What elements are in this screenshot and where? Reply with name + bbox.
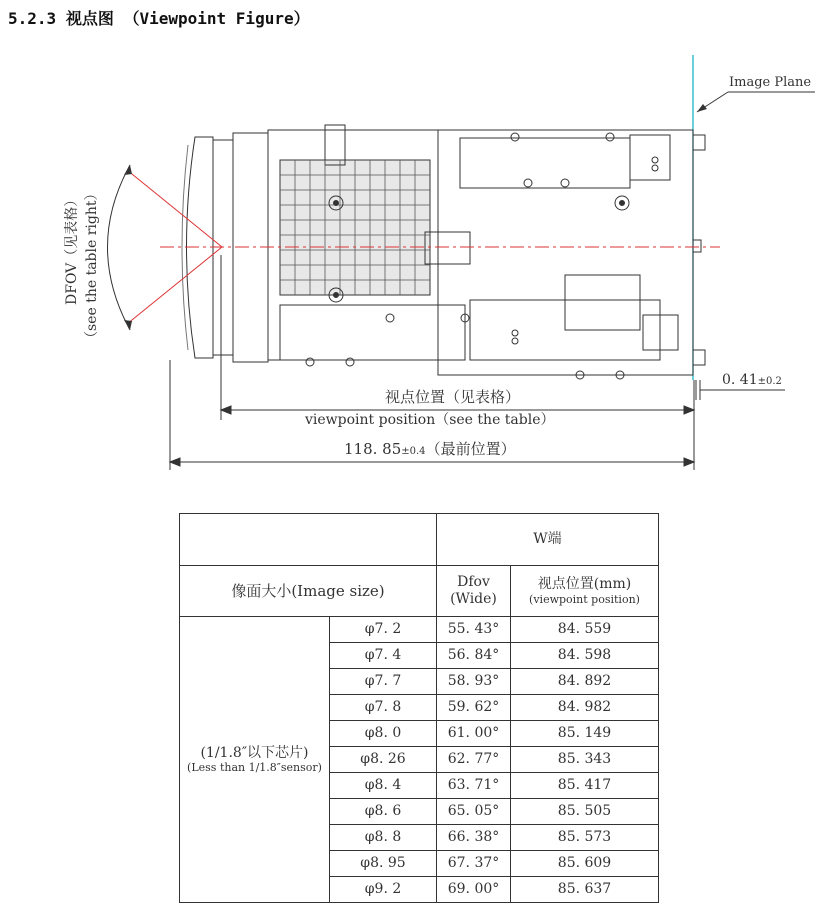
dfov-arc	[108, 165, 131, 330]
pos-cell: 84. 598	[511, 643, 659, 669]
pos-cell: 85. 609	[511, 851, 659, 877]
image-size-header: 像面大小(Image size)	[180, 566, 437, 617]
dfov-cell: 66. 38°	[437, 825, 511, 851]
size-cell: φ7. 8	[330, 695, 437, 721]
size-cell: φ8. 8	[330, 825, 437, 851]
size-cell: φ7. 7	[330, 669, 437, 695]
dfov-cell: 62. 77°	[437, 747, 511, 773]
viewpoint-drawing	[0, 40, 820, 480]
dfov-cell: 61. 00°	[437, 721, 511, 747]
viewpoint-table	[179, 513, 659, 903]
pos-cell: 85. 573	[511, 825, 659, 851]
viewpoint-header: 视点位置(mm) (viewpoint position)	[511, 566, 659, 617]
dfov-header: Dfov (Wide)	[437, 566, 511, 617]
section-title-en: （Viewpoint Figure）	[123, 9, 310, 28]
section-heading	[8, 6, 310, 29]
dfov-cell: 65. 05°	[437, 799, 511, 825]
dfov-label: DFOV（见表格）	[64, 192, 80, 305]
length-label: 118. 85±0.4（最前位置）	[344, 440, 516, 458]
dfov-cell: 69. 00°	[437, 877, 511, 903]
dfov-cell: 67. 37°	[437, 851, 511, 877]
pos-cell: 84. 559	[511, 617, 659, 643]
w-end-header: W端	[437, 514, 659, 566]
table-corner-cell	[180, 514, 437, 566]
viewpoint-label-en: viewpoint position（see the table）	[305, 412, 555, 428]
size-cell: φ8. 95	[330, 851, 437, 877]
dfov-cell: 56. 84°	[437, 643, 511, 669]
size-cell: φ7. 2	[330, 617, 437, 643]
size-cell: φ8. 0	[330, 721, 437, 747]
dfov-cell: 58. 93°	[437, 669, 511, 695]
size-cell: φ7. 4	[330, 643, 437, 669]
size-cell: φ9. 2	[330, 877, 437, 903]
sensor-cell: (1/1.8″以下芯片) (Less than 1/1.8″sensor)	[180, 617, 330, 903]
pos-cell: 84. 892	[511, 669, 659, 695]
size-cell: φ8. 6	[330, 799, 437, 825]
pos-cell: 85. 505	[511, 799, 659, 825]
pos-cell: 85. 149	[511, 721, 659, 747]
image-plane-label: Image Plane	[729, 75, 812, 90]
dfov-lines	[127, 170, 222, 324]
pos-cell: 85. 417	[511, 773, 659, 799]
offset-value: 0. 41±0.2	[722, 372, 782, 388]
lens-body	[182, 125, 705, 375]
section-title-zh: 视点图	[65, 9, 114, 28]
dfov-cell: 59. 62°	[437, 695, 511, 721]
size-cell: φ8. 26	[330, 747, 437, 773]
section-number: 5.2.3	[8, 9, 57, 28]
dfov-cell: 55. 43°	[437, 617, 511, 643]
dfov-sublabel: （see the table right）	[84, 186, 100, 345]
size-cell: φ8. 4	[330, 773, 437, 799]
pos-cell: 85. 637	[511, 877, 659, 903]
viewpoint-label-zh: 视点位置（见表格）	[385, 388, 521, 406]
pos-cell: 84. 982	[511, 695, 659, 721]
dfov-cell: 63. 71°	[437, 773, 511, 799]
pos-cell: 85. 343	[511, 747, 659, 773]
